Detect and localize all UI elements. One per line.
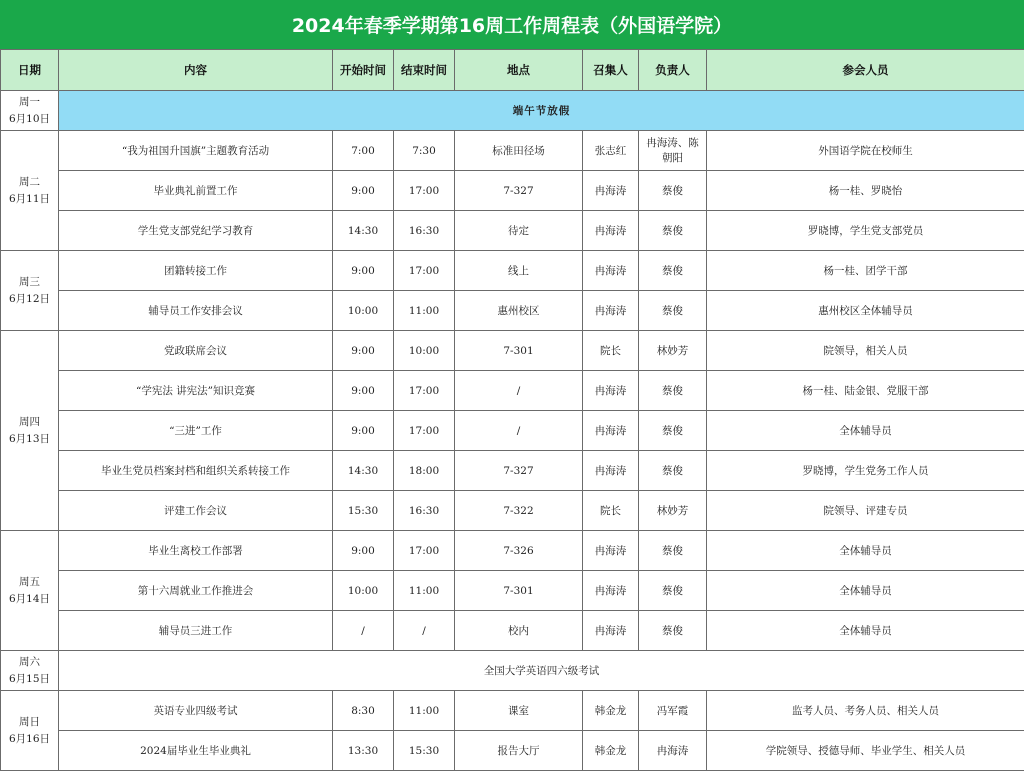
- table-row: [1, 571, 1024, 611]
- attendees-cell: 杨一桂、陆金银、党服干部: [707, 371, 1024, 411]
- content-cell: “三进”工作: [59, 411, 333, 451]
- attendees-cell: 院领导，相关人员: [707, 331, 1024, 371]
- content-cell: 毕业典礼前置工作: [59, 171, 333, 211]
- header-attendees: 参会人员: [707, 50, 1024, 91]
- date-label: 6月14日: [8, 592, 51, 605]
- content-cell: 学生党支部党纪学习教育: [59, 211, 333, 251]
- content-cell: 党政联席会议: [59, 331, 333, 371]
- end-time-cell: 17:00: [394, 411, 455, 451]
- owner-cell: 蔡俊: [639, 451, 707, 491]
- attendees-cell: 学院领导、授德导师、毕业学生、相关人员: [707, 731, 1024, 771]
- convener-cell: 冉海涛: [583, 531, 639, 571]
- table-row: [1, 251, 1024, 291]
- place-cell: 课室: [455, 691, 583, 731]
- start-time-cell: 14:30: [333, 211, 394, 251]
- table-row: [1, 371, 1024, 411]
- table-row: [1, 731, 1024, 771]
- header-start-time: 开始时间: [333, 50, 394, 91]
- attendees-cell: 全体辅导员: [707, 531, 1024, 571]
- owner-cell: 蔡俊: [639, 211, 707, 251]
- header-date: 日期: [1, 50, 59, 91]
- place-cell: 线上: [455, 251, 583, 291]
- header-convener: 召集人: [583, 50, 639, 91]
- table-row: [1, 531, 1024, 571]
- header-row: [1, 50, 1024, 91]
- attendees-cell: 杨一桂、罗晓怡: [707, 171, 1024, 211]
- attendees-cell: 全体辅导员: [707, 411, 1024, 451]
- content-cell: 毕业生党员档案封档和组织关系转接工作: [59, 451, 333, 491]
- owner-cell: 蔡俊: [639, 411, 707, 451]
- table-row: [1, 691, 1024, 731]
- place-cell: 标准田径场: [455, 131, 583, 171]
- header-owner: 负责人: [639, 50, 707, 91]
- place-cell: 7-322: [455, 491, 583, 531]
- header-end-time: 结束时间: [394, 50, 455, 91]
- start-time-cell: /: [333, 611, 394, 651]
- owner-cell: 冉海涛: [639, 731, 707, 771]
- content-cell: 英语专业四级考试: [59, 691, 333, 731]
- start-time-cell: 10:00: [333, 291, 394, 331]
- start-time-cell: 9:00: [333, 531, 394, 571]
- convener-cell: 冉海涛: [583, 251, 639, 291]
- place-cell: 7-327: [455, 171, 583, 211]
- convener-cell: 韩金龙: [583, 731, 639, 771]
- content-cell: 第十六周就业工作推进会: [59, 571, 333, 611]
- weekday-label: 周六: [19, 656, 40, 669]
- place-cell: 校内: [455, 611, 583, 651]
- day-cell: [1, 91, 59, 131]
- end-time-cell: 16:30: [394, 211, 455, 251]
- place-cell: /: [455, 371, 583, 411]
- content-cell: “学宪法 讲宪法”知识竞赛: [59, 371, 333, 411]
- attendees-cell: 罗晓博，学生党支部党员: [707, 211, 1024, 251]
- start-time-cell: 10:00: [333, 571, 394, 611]
- convener-cell: 冉海涛: [583, 371, 639, 411]
- convener-cell: 冉海涛: [583, 411, 639, 451]
- full-day-event: 全国大学英语四六级考试: [59, 651, 1024, 691]
- attendees-cell: 全体辅导员: [707, 611, 1024, 651]
- end-time-cell: 11:00: [394, 571, 455, 611]
- end-time-cell: 17:00: [394, 531, 455, 571]
- owner-text: 冉海涛、陈朝阳: [646, 136, 699, 164]
- convener-cell: 冉海涛: [583, 571, 639, 611]
- convener-cell: 院长: [583, 491, 639, 531]
- day-cell: [1, 251, 59, 331]
- table-row: [1, 291, 1024, 331]
- day-cell: [1, 131, 59, 251]
- content-cell: 辅导员工作安排会议: [59, 291, 333, 331]
- attendees-cell: 罗晓博，学生党务工作人员: [707, 451, 1024, 491]
- content-cell: 团籍转接工作: [59, 251, 333, 291]
- date-label: 6月12日: [8, 292, 51, 305]
- place-cell: 惠州校区: [455, 291, 583, 331]
- header-content: 内容: [59, 50, 333, 91]
- header-place: 地点: [455, 50, 583, 91]
- date-label: 6月16日: [8, 732, 51, 745]
- table-row: [1, 91, 1024, 131]
- convener-cell: 韩金龙: [583, 691, 639, 731]
- start-time-cell: 9:00: [333, 411, 394, 451]
- date-label: 6月11日: [8, 192, 51, 205]
- owner-cell: 冯军霞: [639, 691, 707, 731]
- table-row: [1, 451, 1024, 491]
- owner-cell: 蔡俊: [639, 251, 707, 291]
- owner-cell: 林妙芳: [639, 331, 707, 371]
- table-row: [1, 131, 1024, 171]
- content-cell: 评建工作会议: [59, 491, 333, 531]
- end-time-cell: 16:30: [394, 491, 455, 531]
- start-time-cell: 14:30: [333, 451, 394, 491]
- end-time-cell: 11:00: [394, 291, 455, 331]
- place-cell: /: [455, 411, 583, 451]
- end-time-cell: 15:30: [394, 731, 455, 771]
- page-title: 2024年春季学期第16周工作周程表（外国语学院）: [0, 0, 1024, 49]
- place-cell: 7-327: [455, 451, 583, 491]
- convener-cell: 张志红: [583, 131, 639, 171]
- owner-cell: [639, 131, 707, 171]
- convener-cell: 院长: [583, 331, 639, 371]
- table-row: [1, 651, 1024, 691]
- start-time-cell: 9:00: [333, 371, 394, 411]
- end-time-cell: 11:00: [394, 691, 455, 731]
- content-cell: 毕业生离校工作部署: [59, 531, 333, 571]
- convener-cell: 冉海涛: [583, 611, 639, 651]
- schedule-table: [0, 49, 1024, 771]
- convener-cell: 冉海涛: [583, 451, 639, 491]
- table-row: [1, 331, 1024, 371]
- convener-cell: 冉海涛: [583, 171, 639, 211]
- convener-cell: 冉海涛: [583, 211, 639, 251]
- place-cell: 7-301: [455, 571, 583, 611]
- end-time-cell: 7:30: [394, 131, 455, 171]
- place-cell: 待定: [455, 211, 583, 251]
- attendees-cell: 院领导、评建专员: [707, 491, 1024, 531]
- end-time-cell: 17:00: [394, 371, 455, 411]
- attendees-cell: 杨一桂、团学干部: [707, 251, 1024, 291]
- attendees-cell: 监考人员、考务人员、相关人员: [707, 691, 1024, 731]
- start-time-cell: 15:30: [333, 491, 394, 531]
- attendees-cell: 全体辅导员: [707, 571, 1024, 611]
- start-time-cell: 8:30: [333, 691, 394, 731]
- owner-cell: 蔡俊: [639, 171, 707, 211]
- end-time-cell: 17:00: [394, 251, 455, 291]
- place-cell: 7-301: [455, 331, 583, 371]
- end-time-cell: 10:00: [394, 331, 455, 371]
- attendees-cell: 外国语学院在校师生: [707, 131, 1024, 171]
- content-cell: “我为祖国升国旗”主题教育活动: [59, 131, 333, 171]
- place-cell: 7-326: [455, 531, 583, 571]
- end-time-cell: 17:00: [394, 171, 455, 211]
- start-time-cell: 13:30: [333, 731, 394, 771]
- convener-cell: 冉海涛: [583, 291, 639, 331]
- table-row: [1, 171, 1024, 211]
- table-row: [1, 611, 1024, 651]
- date-label: 6月10日: [8, 112, 51, 125]
- day-cell: [1, 531, 59, 651]
- start-time-cell: 9:00: [333, 331, 394, 371]
- start-time-cell: 9:00: [333, 171, 394, 211]
- place-cell: 报告大厅: [455, 731, 583, 771]
- table-row: [1, 211, 1024, 251]
- table-row: [1, 491, 1024, 531]
- holiday-banner: 端午节放假: [59, 91, 1024, 131]
- weekday-label: 周四: [19, 416, 40, 429]
- content-cell: 2024届毕业生毕业典礼: [59, 731, 333, 771]
- end-time-cell: /: [394, 611, 455, 651]
- date-label: 6月13日: [8, 432, 51, 445]
- weekday-label: 周三: [19, 276, 40, 289]
- weekday-label: 周二: [19, 176, 40, 189]
- weekday-label: 周一: [19, 96, 40, 109]
- owner-cell: 蔡俊: [639, 571, 707, 611]
- table-row: [1, 411, 1024, 451]
- owner-cell: 蔡俊: [639, 371, 707, 411]
- day-cell: [1, 331, 59, 531]
- start-time-cell: 7:00: [333, 131, 394, 171]
- owner-cell: 林妙芳: [639, 491, 707, 531]
- date-label: 6月15日: [8, 672, 51, 685]
- attendees-cell: 惠州校区全体辅导员: [707, 291, 1024, 331]
- day-cell: [1, 651, 59, 691]
- day-cell: [1, 691, 59, 771]
- end-time-cell: 18:00: [394, 451, 455, 491]
- weekday-label: 周日: [19, 716, 40, 729]
- weekday-label: 周五: [19, 576, 40, 589]
- start-time-cell: 9:00: [333, 251, 394, 291]
- owner-cell: 蔡俊: [639, 611, 707, 651]
- content-cell: 辅导员三进工作: [59, 611, 333, 651]
- owner-cell: 蔡俊: [639, 531, 707, 571]
- owner-cell: 蔡俊: [639, 291, 707, 331]
